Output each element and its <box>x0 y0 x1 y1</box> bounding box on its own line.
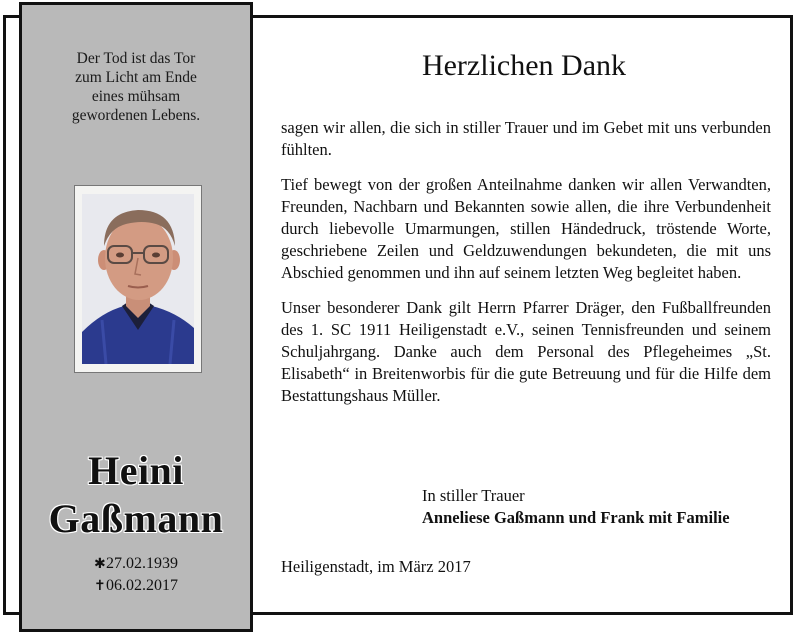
memorial-quote <box>22 49 250 125</box>
portrait-photo <box>82 194 194 364</box>
birth-star-icon: ✱ <box>94 557 106 572</box>
deceased-first-name: Heini <box>88 448 184 493</box>
quote-line: gewordenen Lebens. <box>71 107 201 124</box>
birth-date: 27.02.1939 <box>106 555 178 572</box>
memorial-sidebar <box>19 2 253 632</box>
body-paragraph: Tief bewegt von der großen Anteilnahme danken wir allen Verwandten, Freunden, Nachbarn und Bekannten sowie allen, die ihre Verbundenheit durch liebevolle Umarmungen, stillen Händedruck, tröstende Worte, geschriebene Zeilen und Geldzuwendungen bekundeten, die mit uns Abschied genommen und ihn auf seinem letzten Weg begleitet haben. <box>281 175 771 282</box>
portrait-frame <box>74 185 202 373</box>
quote-line: eines mühsam <box>91 88 181 105</box>
signature-names: Anneliese Gaßmann und Frank mit Familie <box>422 508 730 527</box>
body-paragraph: sagen wir allen, die sich in stiller Trauer und im Gebet mit uns verbunden fühlten. <box>281 118 771 159</box>
notice-title: Herzlichen Dank <box>421 49 627 82</box>
death-date-row <box>94 575 178 597</box>
quote-line: zum Licht am Ende <box>75 69 197 86</box>
signature-intro: In stiller Trauer <box>422 486 525 505</box>
life-dates <box>94 553 178 597</box>
notice-body <box>281 117 771 407</box>
birth-date-row <box>94 553 178 575</box>
body-paragraph: Unser besonderer Dank gilt Herrn Pfarrer Dräger, den Fußballfreunden des 1. SC 1911 Heiligenstadt e.V., seinen Tennisfreunden und seinem Schuljahrgang. Danke auch dem Personal des Pflegeheimes „St. Elisabeth“ in Breitenworbis für die gute Betreuung und für die Hilfe dem Bestattungshaus Müller. <box>281 298 771 405</box>
place-date: Heiligenstadt, im März 2017 <box>281 557 471 576</box>
quote-line: Der Tod ist das Tor <box>76 50 196 67</box>
signature-block <box>422 485 730 529</box>
deceased-last-name: Gaßmann <box>48 496 224 541</box>
portrait-illustration <box>82 194 194 364</box>
death-cross-icon: ✝ <box>94 579 106 594</box>
death-date: 06.02.2017 <box>106 577 178 594</box>
